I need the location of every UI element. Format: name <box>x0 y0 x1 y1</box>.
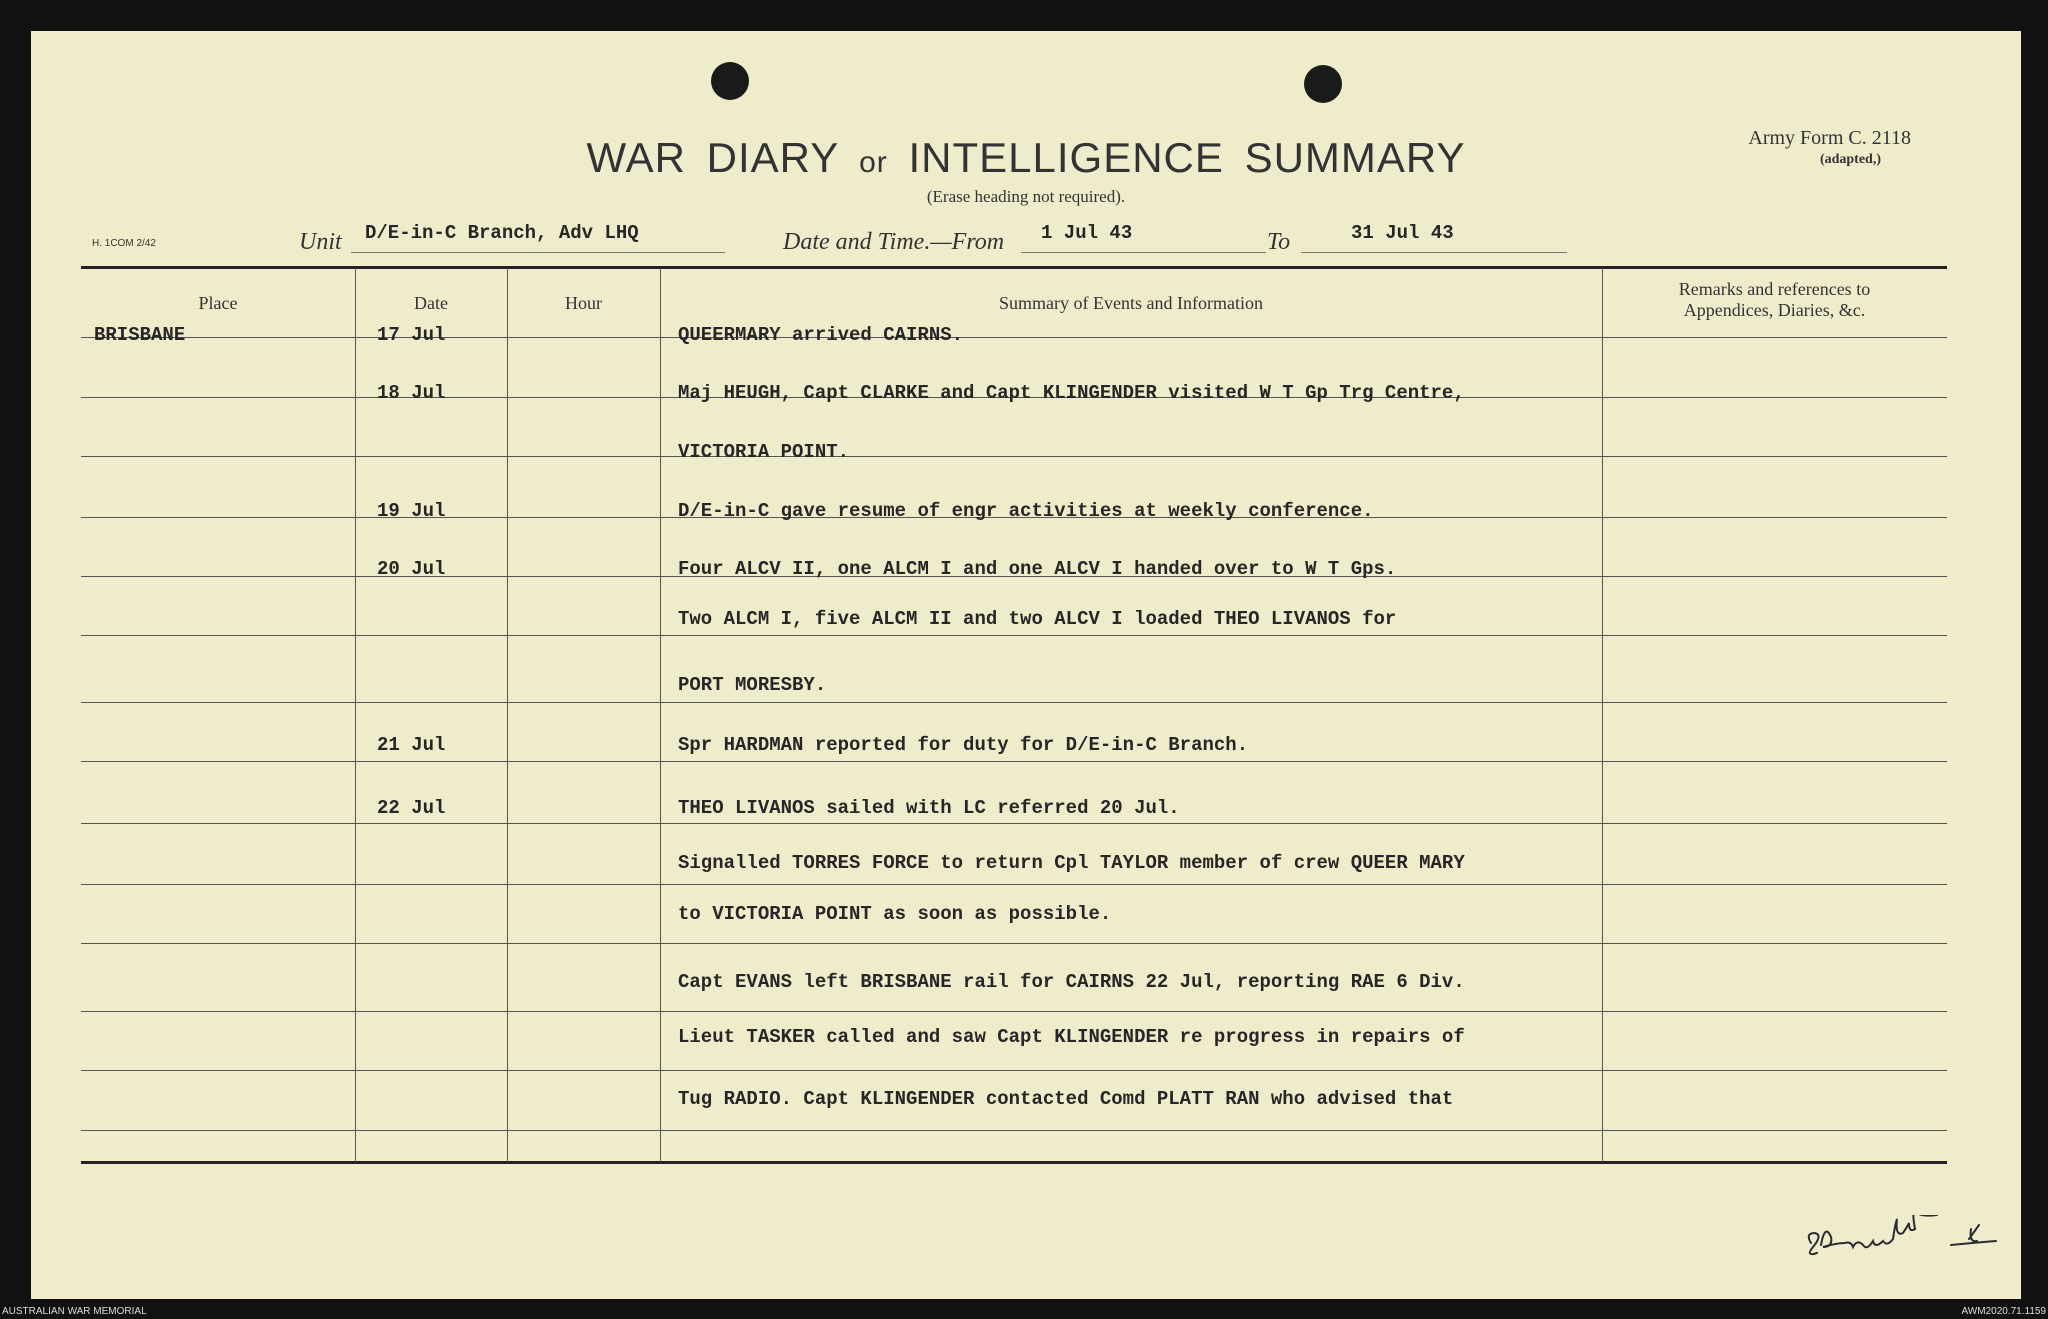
row-divider <box>81 337 1947 338</box>
title-intelligence-summary: INTELLIGENCE SUMMARY <box>908 134 1466 181</box>
row-divider <box>81 1011 1947 1012</box>
column-header-remarks <box>1602 279 1947 321</box>
entry-summary: Spr HARDMAN reported for duty for D/E-in-C Branch. <box>678 734 1249 756</box>
army-form-adapted: (adapted,) <box>1819 152 1881 167</box>
title-war-diary: WAR DIARY <box>586 134 839 181</box>
column-divider <box>355 268 356 1162</box>
entry-summary: QUEERMARY arrived CAIRNS. <box>678 324 964 346</box>
column-header-summary: Summary of Events and Information <box>999 293 1263 313</box>
form-title <box>31 134 2021 182</box>
entry-summary: Four ALCV II, one ALCM I and one ALCV I handed over to W T Gps. <box>678 558 1397 580</box>
entry-date: 19 Jul <box>377 500 446 522</box>
remarks-header-line1: Remarks and references to <box>1678 279 1871 299</box>
column-divider <box>1602 268 1603 1162</box>
date-from-value: 1 Jul 43 <box>1041 222 1133 244</box>
punch-hole-right <box>1304 65 1342 103</box>
entry-date: 18 Jul <box>377 382 446 404</box>
date-label: Date and Time.—From <box>783 229 1005 255</box>
footer-reference: AWM2020.71.1159 <box>1961 1306 2046 1317</box>
entry-date: 21 Jul <box>377 734 446 756</box>
entry-date: 17 Jul <box>377 324 446 346</box>
row-divider <box>81 1070 1947 1071</box>
remarks-header-line2: Appendices, Diaries, &c. <box>1683 300 1866 320</box>
column-header-date: Date <box>414 293 448 313</box>
entry-summary: Capt EVANS left BRISBANE rail for CAIRNS 22 Jul, reporting RAE 6 Div. <box>678 971 1465 993</box>
signature <box>1801 1215 2041 1275</box>
from-underline <box>1021 252 1266 253</box>
entry-place: BRISBANE <box>94 324 186 346</box>
entry-summary: to VICTORIA POINT as soon as possible. <box>678 903 1112 925</box>
column-divider <box>507 268 508 1162</box>
column-header-hour: Hour <box>565 293 602 313</box>
form-subtitle: (Erase heading not required). <box>926 187 1126 206</box>
army-form-number: Army Form C. 2118 <box>1748 127 1911 149</box>
date-to-value: 31 Jul 43 <box>1351 222 1454 244</box>
unit-value: D/E-in-C Branch, Adv LHQ <box>365 222 639 244</box>
table-bottom-rule <box>81 1161 1947 1164</box>
entry-date: 20 Jul <box>377 558 446 580</box>
footer-source: AUSTRALIAN WAR MEMORIAL <box>2 1306 147 1317</box>
entry-date: 22 Jul <box>377 797 446 819</box>
entry-summary: Maj HEUGH, Capt CLARKE and Capt KLINGENDER visited W T Gp Trg Centre, <box>678 382 1465 404</box>
punch-hole-left <box>711 62 749 100</box>
row-divider <box>81 635 1947 636</box>
row-divider <box>81 884 1947 885</box>
row-divider <box>81 456 1947 457</box>
row-divider <box>81 823 1947 824</box>
entry-summary: Signalled TORRES FORCE to return Cpl TAYLOR member of crew QUEER MARY <box>678 852 1465 874</box>
title-or: or <box>859 146 888 179</box>
to-underline <box>1301 252 1567 253</box>
to-label: To <box>1267 229 1291 255</box>
print-code: H. 1COM 2/42 <box>92 238 156 249</box>
unit-underline <box>351 252 725 253</box>
entry-summary: VICTORIA POINT. <box>678 441 850 463</box>
entry-summary: Lieut TASKER called and saw Capt KLINGENDER re progress in repairs of <box>678 1026 1465 1048</box>
entry-summary: Two ALCM I, five ALCM II and two ALCV I loaded THEO LIVANOS for <box>678 608 1397 630</box>
table-top-rule <box>81 266 1947 269</box>
row-divider <box>81 702 1947 703</box>
column-divider <box>660 268 661 1162</box>
diary-page <box>31 31 2021 1299</box>
unit-label: Unit <box>299 229 342 255</box>
column-header-place: Place <box>198 293 238 313</box>
row-divider <box>81 1130 1947 1131</box>
entry-summary: PORT MORESBY. <box>678 674 827 696</box>
army-form-ref <box>1748 127 1911 168</box>
entry-summary: THEO LIVANOS sailed with LC referred 20 Jul. <box>678 797 1180 819</box>
entry-summary: Tug RADIO. Capt KLINGENDER contacted Comd PLATT RAN who advised that <box>678 1088 1454 1110</box>
entry-summary: D/E-in-C gave resume of engr activities at weekly conference. <box>678 500 1374 522</box>
row-divider <box>81 761 1947 762</box>
row-divider <box>81 943 1947 944</box>
